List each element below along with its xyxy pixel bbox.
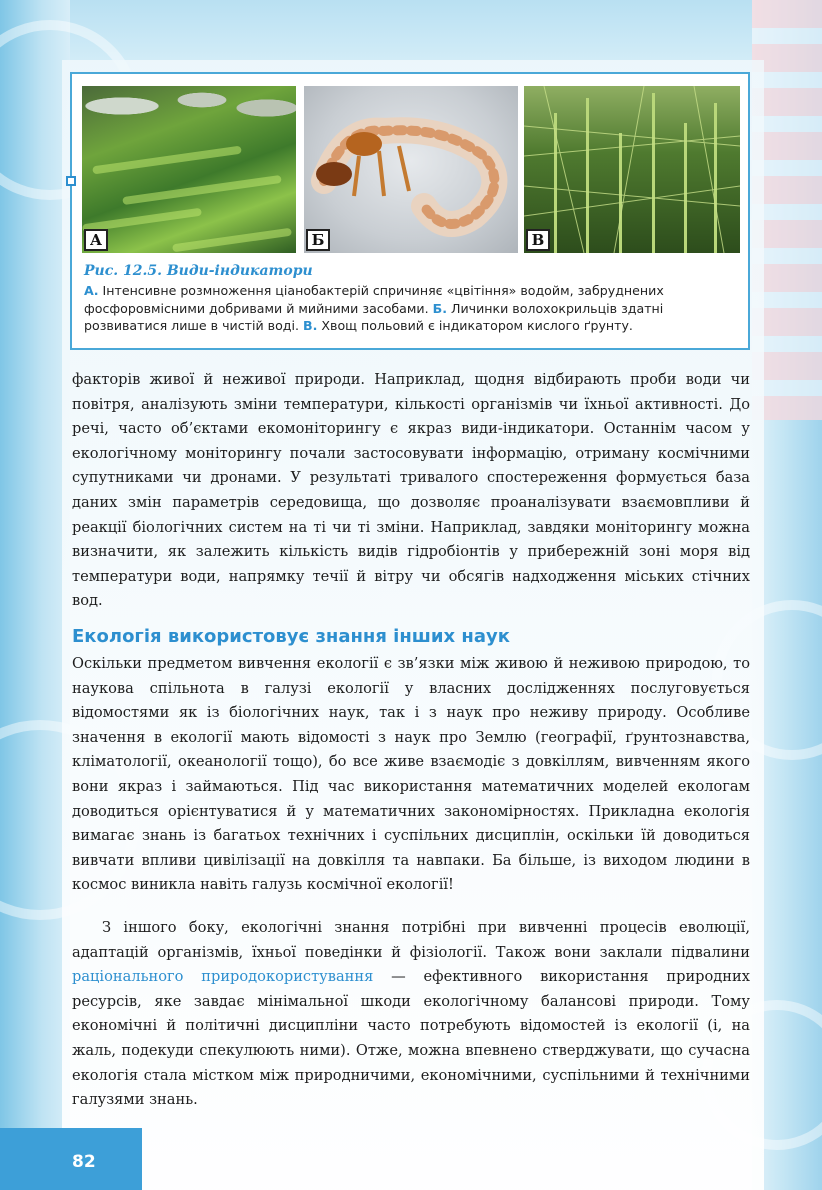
- figure-label-a: А: [84, 229, 108, 251]
- figure-caption-text: [84, 282, 744, 335]
- caption-marker-c: В.: [303, 318, 318, 333]
- figure-caption: [84, 262, 744, 335]
- horsetail-branches: [524, 86, 740, 253]
- larva-illustration: [304, 86, 518, 253]
- term-rational-nature-use: раціонального природокористування: [72, 968, 374, 986]
- page-number-tab: [0, 1128, 142, 1190]
- figure-box: [70, 72, 750, 350]
- paragraph-monitoring: факторів живої й неживої природи. Наприклад, щодня відбирають проби води чи повітря, аналізують зміни температури, кількості організмів чи їхньої активності. До речі, часто об’єктами екомоніторингу є якраз види-індикатори. Останнім часом у екологічному моніторингу почали застосовувати інформацію, отриману космічними супутниками чи дронами. У результаті тривалого спостереження формується база даних змін параметрів середовища, що дозволяє проаналізувати взаємовпливи й реакції біологічних систем на ті чи ті зміни. Наприклад, завдяки моніторингу можна визначити, як залежить кількість видів гідробіонтів у прибережній зоні моря від температури води, напрямку течії й вітру чи обсягів надходження міських стічних вод.: [72, 371, 750, 610]
- paragraph-sciences: Оскільки предметом вивчення екології є зв’язки між живою й неживою природою, то наукова спільнота в галузі екології у власних дослідженнях послуговується відомостями як із біологічних наук, так і з наук про неживу природу. Особливе значення в екології мають відомості з наук про Землю (географії, ґрунтознавства, кліматології, океанології тощо), бо все живе взаємодіє з довкіллям, вивченням якого вони якраз і займаються. Під час використання математичних моделей екологам доводиться орієнтуватися й у математичних закономірностях. Прикладна екологія вимагає знань із багатьох технічних і суспільних дисциплін, оскільки їй доводиться вивчати впливи цивілізації на довкілля та навпаки. Ба більше, із виходом людини в космос виникла навіть галузь космічної екології!: [72, 655, 750, 894]
- paragraph-text-before: З іншого боку, екологічні знання потрібні при вивченні процесів еволюції, адаптацій організмів, їхньої поведінки й фізіології. Також вони заклали підвалини: [72, 919, 750, 961]
- paragraph-text-after: — ефективного використання природних ресурсів, яке завдає мінімальної шкоди екологічному балансові природи. Тому економічні й політичні дисципліни часто потребують відомостей із екології (і, на жаль, подекуди спекулюють ними). Отже, можна впевнено стверджувати, що сучасна екологія стала містком між природничими, економічними, суспільними й технічними галузями знань.: [72, 968, 750, 1109]
- caption-text-c: Хвощ польовий є індикатором кислого ґрунту.: [317, 318, 633, 333]
- paragraph-ecology-bridge: [72, 916, 750, 1113]
- section-title: Екологія використовує знання інших наук: [72, 626, 510, 647]
- figure-anchor-marker: [66, 176, 76, 186]
- caption-marker-a: А.: [84, 283, 99, 298]
- photo-field-horsetail: [524, 86, 740, 253]
- photo-caddisfly-larva: [304, 86, 518, 253]
- figure-label-c: В: [526, 229, 550, 251]
- caption-text-b: Личинки волохокрильців здатні розвиватися лише в чистій воді.: [84, 300, 664, 333]
- page-number: 82: [72, 1152, 96, 1172]
- figure-label-b: Б: [306, 229, 330, 251]
- caption-marker-b: Б.: [432, 300, 447, 316]
- caption-text-a: Інтенсивне розмноження ціанобактерій спричиняє «цвітіння» водойм, забруднених фосфоровмісними добривами й мийними засобами.: [84, 283, 664, 316]
- photo-water-bloom: [82, 86, 296, 253]
- figure-title: Рис. 12.5. Види-індикатори: [84, 263, 313, 279]
